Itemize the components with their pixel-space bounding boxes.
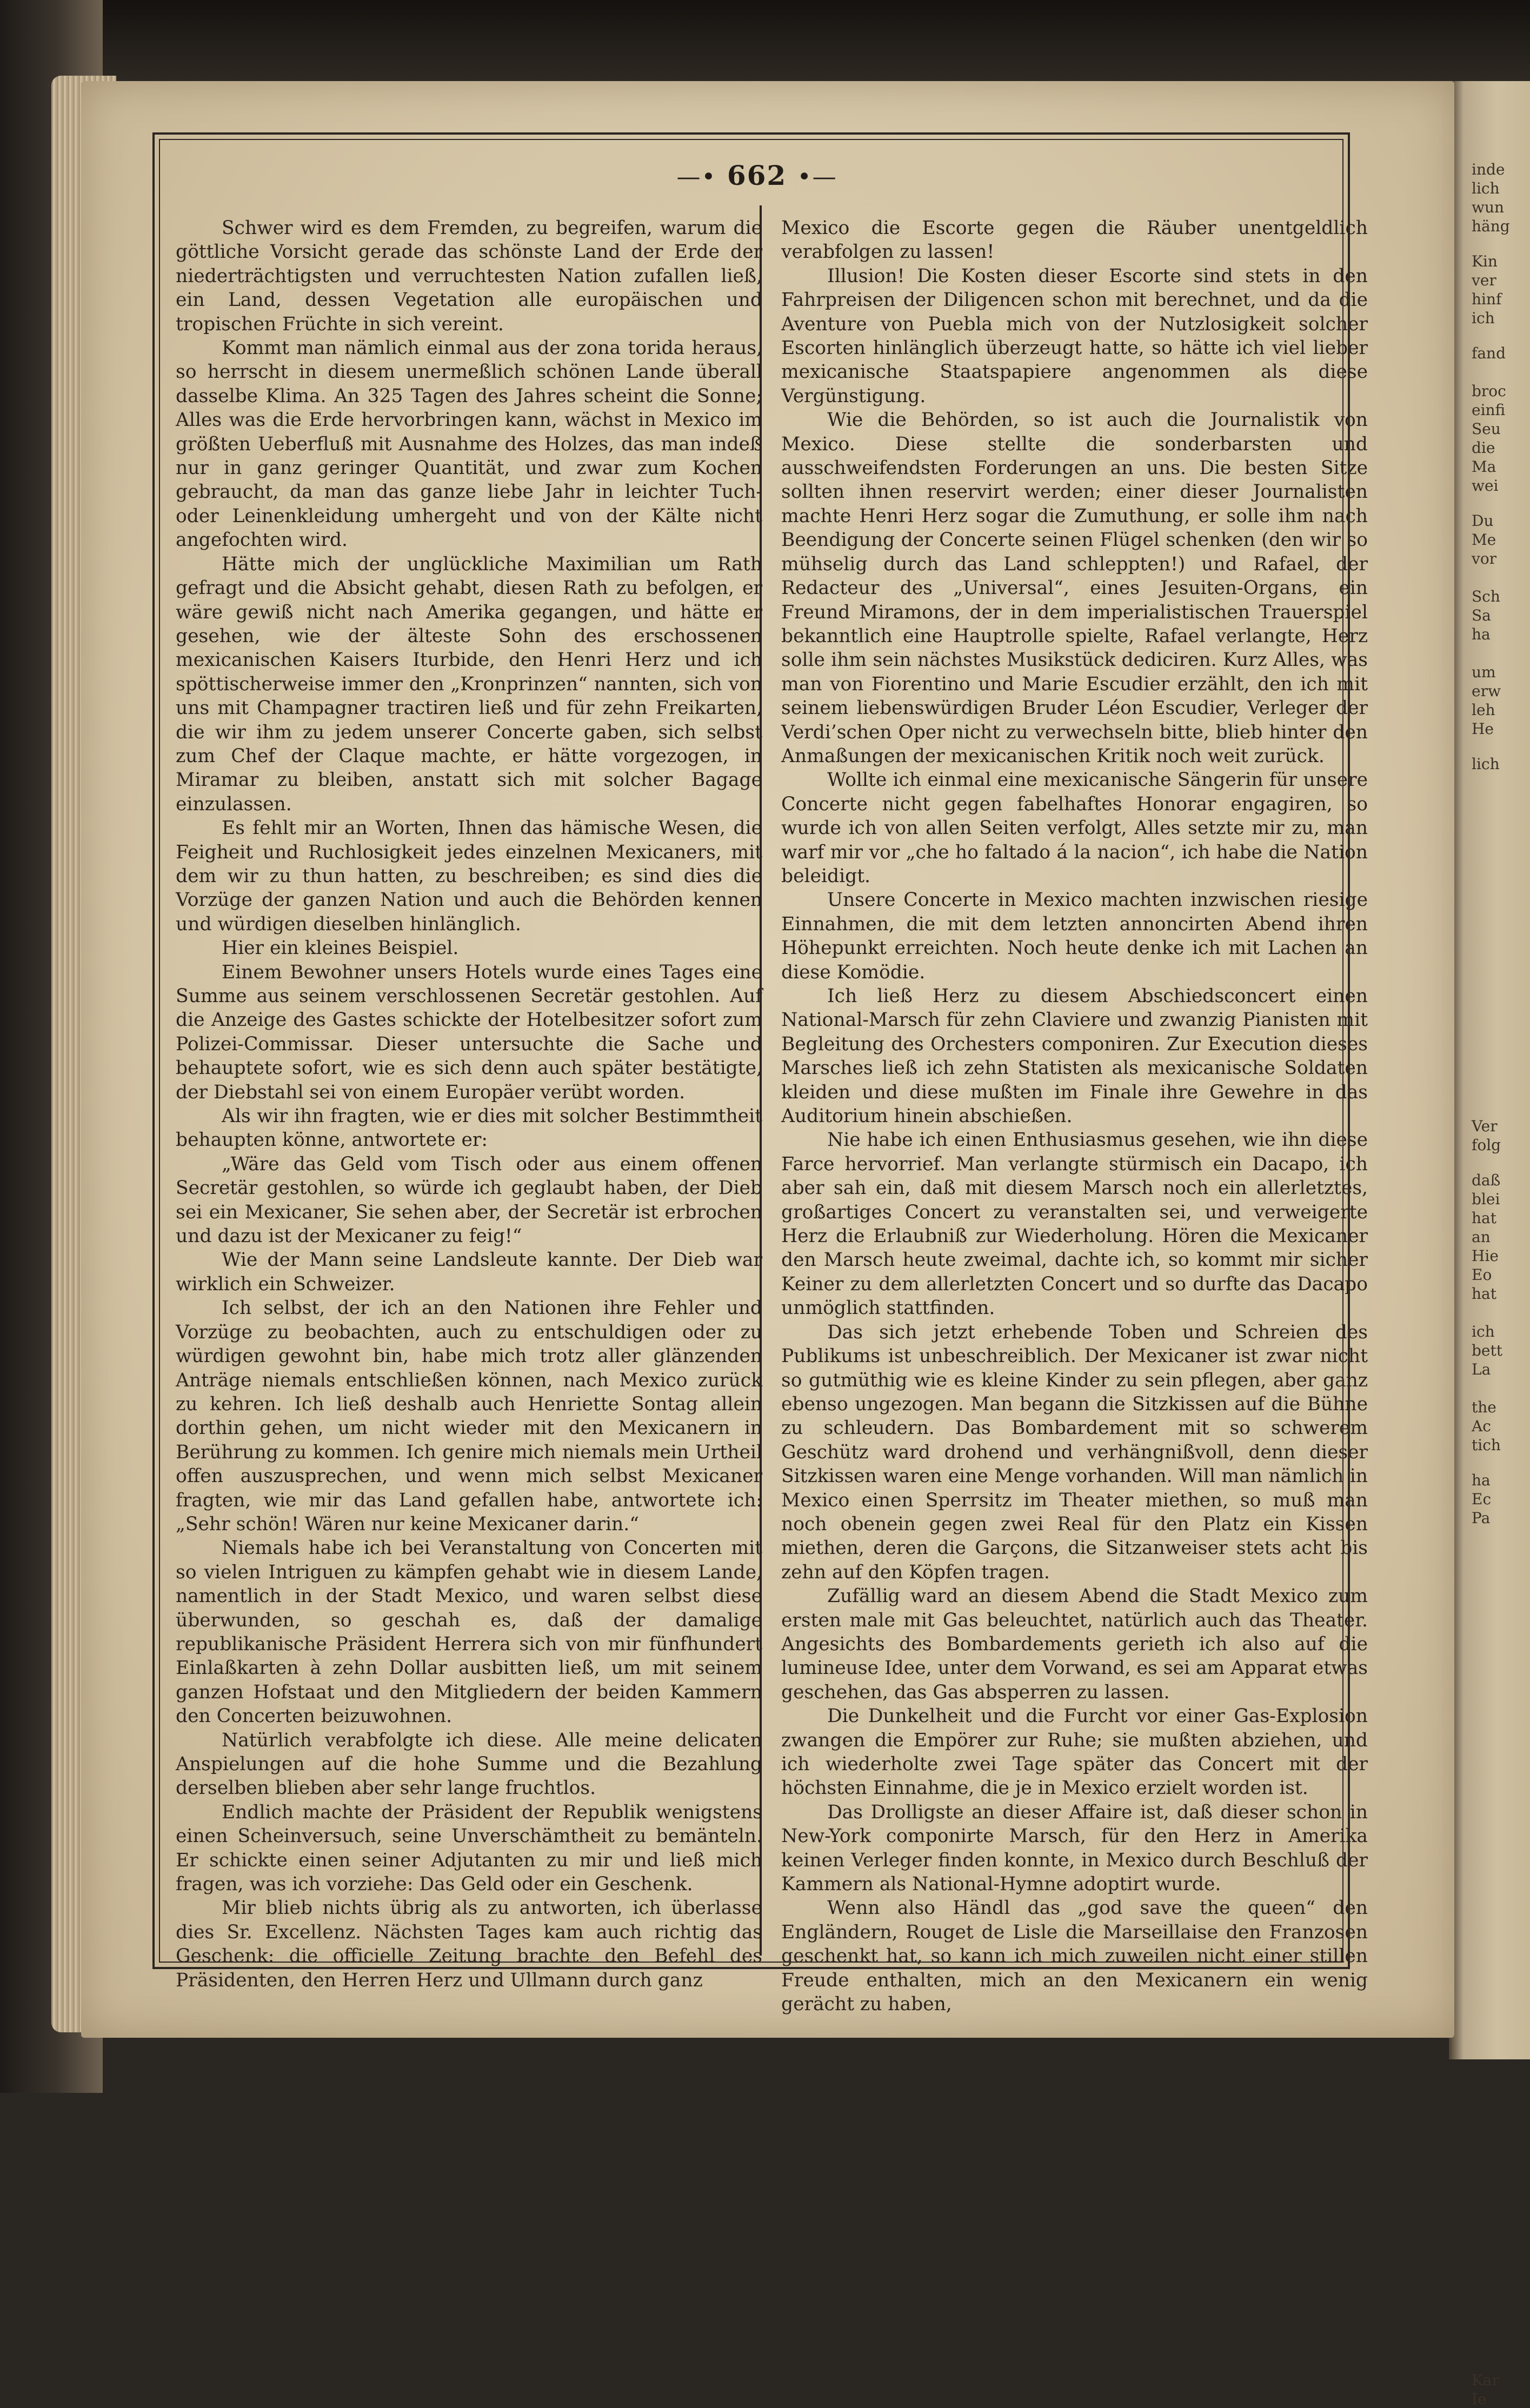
paragraph: Kommt man nämlich einmal aus der zona torida heraus, so herrscht in diesem unermeßlich schönen Lande überall dasselbe Klima. An 325 Tagen des Jahres scheint die Sonne; Alles was die Erde hervorbringen kann, wächst in Mexico im größten Ueberfluß mit Ausnahme des Holzes, das man indeß nur in ganz geringer Quantität, und zwar zum Kochen gebraucht, da man das ganze liebe Jahr in leichter Tuch- oder Leinenkleidung umhergeht und von der Kälte nicht angefochten wird. [176, 337, 762, 551]
adjacent-page-fragment: Seu [1472, 420, 1501, 438]
adjacent-page-fragment: um [1472, 663, 1496, 681]
adjacent-page-fragment: lich [1472, 179, 1500, 197]
adjacent-page-fragment: ver [1472, 271, 1496, 289]
paragraph: Als wir ihn fragten, wie er dies mit solcher Bestimmtheit behaupten könne, antwortete er: [176, 1105, 762, 1151]
paragraph: Ich ließ Herz zu diesem Abschiedsconcert einen National-Marsch für zehn Claviere und zwanzig Pianisten mit Begleitung des Orchesters componiren. Zur Execution dieses Marsches ließ ich zehn Statisten als mexicanische Soldaten kleiden und diese mußten im Finale ihre Gewehre in das Auditorium hinein abschießen. [781, 985, 1368, 1128]
adjacent-page-fragment: einfi [1472, 401, 1506, 419]
paragraph: Unsere Concerte in Mexico machten inzwischen riesige Einnahmen, die mit dem letzten annoncirten Abend ihren Höhepunkt erreichten. Noch heute denke ich mit Lachen an diese Komödie. [781, 889, 1368, 983]
paragraph: Das sich jetzt erhebende Toben und Schreien des Publikums ist unbeschreiblich. Der Mexicaner ist zwar nicht so gutmüthig wie es kleine Kinder zu sein pflegen, aber ganz ebenso ungezogen. Man begann die Sitzkissen auf die Bühne zu schleudern. Das Bombardement mit so schwerem Geschütz ward drohend und verhängnißvoll, denn dieser Sitzkissen waren eine Menge vorhanden. Will man nämlich in Mexico einen Sperrsitz im Theater miethen, so muß man noch obenein gegen zwei Real für den Platz ein Kissen miethen, deren die Garçons, die Sitzanweiser stets acht bis zehn auf den Köpfen tragen. [781, 1321, 1368, 1583]
paragraph: Zufällig ward an diesem Abend die Stadt Mexico zum ersten male mit Gas beleuchtet, natürlich auch das Theater. Angesichts des Bombardements gerieth ich also auf die lumineuse Idee, unter dem Vorwand, es sei am Apparat etwas geschehen, das Gas absperren zu lassen. [781, 1585, 1368, 1703]
adjacent-page-fragment: ich [1472, 1323, 1495, 1340]
adjacent-page-fragment: daß [1472, 1171, 1501, 1189]
adjacent-page-fragment: Pa [1472, 1509, 1491, 1527]
paragraph: Mir blieb nichts übrig als zu antworten, ich überlasse dies Sr. Excellenz. Nächsten Tages kam auch richtig das Geschenk: die officielle Zeitung brachte den Befehl des Präsidenten, den Herren Herz und Ullmann durch ganz [176, 1897, 762, 1991]
paragraph: Es fehlt mir an Worten, Ihnen das hämische Wesen, die Feigheit und Ruchlosigkeit jedes einzelnen Mexicaners, mit dem wir zu thun hatten, zu beschreiben; es sind dies die Vorzüge der ganzen Nation und auch die Behörden kennen und würdigen dieselben hinlänglich. [176, 817, 762, 935]
adjacent-page-fragment: erw [1472, 682, 1501, 700]
adjacent-page-fragment: Kin [1472, 252, 1498, 270]
adjacent-page-fragment: the [1472, 1398, 1496, 1416]
adjacent-page-fragment: Ver [1472, 1117, 1498, 1135]
adjacent-page-fragment: Du [1472, 512, 1494, 530]
adjacent-page-fragment: ich [1472, 309, 1495, 327]
paragraph-continuation: Mexico die Escorte gegen die Räuber unentgeldlich verabfolgen zu lassen! [781, 217, 1368, 263]
adjacent-page-fragment: Sch [1472, 588, 1500, 605]
adjacent-page-fragment: He [1472, 720, 1494, 738]
adjacent-page-fragment: leh [1472, 701, 1495, 719]
paragraph: Wie der Mann seine Landsleute kannte. Der Dieb war wirklich ein Schweizer. [176, 1249, 762, 1295]
adjacent-page-fragment: Hie [1472, 1247, 1499, 1265]
paragraph: Hier ein kleines Beispiel. [222, 937, 459, 959]
adjacent-page-fragment: die [1472, 439, 1495, 457]
adjacent-page-fragment: Me [1472, 531, 1496, 549]
dark-background-top [0, 0, 1530, 81]
page-number-value: 662 [727, 159, 787, 191]
adjacent-page-fragment: inde [1472, 161, 1505, 178]
adjacent-page-fragment: Kar [1472, 2371, 1499, 2389]
adjacent-page-fragment: hinf [1472, 290, 1502, 308]
adjacent-page-fragment: broc [1472, 382, 1506, 400]
paragraph: Wenn also Händl das „god save the queen“ den Engländern, Rouget de Lisle die Marseillaise den Franzosen geschenkt hat, so kann ich mich zuweilen nicht einer stillen Freude enthalten, mich an den Mexicanern ein wenig gerächt zu haben, [781, 1897, 1368, 2016]
paragraph: Hätte mich der unglückliche Maximilian um Rath gefragt und die Absicht gehabt, diesen Rath zu befolgen, er wäre gewiß nicht nach Amerika gegangen, und hätte er gesehen, wie der älteste Sohn des erschossenen mexicanischen Kaisers Iturbide, den Henri Herz und ich spöttischerweise immer den „Kronprinzen“ nannten, sich von uns mit Champagner tractiren ließ und für zehn Freikarten, die wir ihm zu jedem unserer Concerte gaben, sich selbst zum Chef der Claque machte, er hätte vorgezogen, in Miramar zu bleiben, anstatt sich mit solcher Bagage einzulassen. [176, 553, 762, 815]
paragraph: Wie die Behörden, so ist auch die Journalistik von Mexico. Diese stellte die sonderbarsten und ausschweifendsten Forderungen an uns. Die besten Sitze sollten ihnen reservirt werden; einer dieser Journalisten machte Henri Herz sogar die Zumuthung, er solle ihm nach Beendigung der Concerte seinen Flügel schenken (den wir so mühselig durch das Land schleppten!) und Rafael, der Redacteur des „Universal“, eines Jesuiten-Organs, ein Freund Miramons, der in dem imperialistischen Trauerspiel bekanntlich eine Hauptrolle spielte, Rafael verlangte, Herz solle ihm sein nächstes Musikstück dediciren. Kurz Alles, was man von Fiorentino und Marie Escudier erzählt, den ich mit seinem liebenswürdigen Bruder Léon Escudier, Verleger der Verdi’schen Oper nicht zu verwechseln bitte, blieb hinter den Anmaßungen der mexicanischen Kritik noch weit zurück. [781, 409, 1368, 767]
adjacent-page-fragment: Ie [1472, 2390, 1487, 2408]
paragraph: Einem Bewohner unsers Hotels wurde eines Tages eine Summe aus seinem verschlossenen Secretär gestohlen. Auf die Anzeige des Gastes schickte der Hotelbesitzer sofort zum Polizei-Commissar. Dieser untersuchte die Sache und behauptete sofort, wie es sich denn auch später bestätigte, der Diebstahl sei von einem Europäer verübt worden. [176, 961, 762, 1103]
paragraph: „Wäre das Geld vom Tisch oder aus einem offenen Secretär gestohlen, so würde ich geglaubt haben, der Dieb sei ein Mexicaner, Sie sehen aber, der Secretär ist erbrochen und dazu ist der Mexicaner zu feig!“ [176, 1153, 762, 1248]
adjacent-page-fragment: ha [1472, 625, 1491, 643]
adjacent-page-fragment: hat [1472, 1285, 1496, 1303]
adjacent-page [1449, 81, 1530, 2408]
adjacent-page-fragment: ha [1472, 1471, 1491, 1489]
adjacent-page-fragment: bett [1472, 1342, 1502, 1359]
adjacent-page-fragment: folg [1472, 1136, 1501, 1154]
paragraph: Niemals habe ich bei Veranstaltung von Concerten mit so vielen Intriguen zu kämpfen gehabt wie in diesem Lande, namentlich in der Stadt Mexico, und waren selbst diese überwunden, so geschah es, daß der damalige republikanische Präsident Herrera sich von mir fünfhundert Einlaßkarten à zehn Dollar ausbitten ließ, um mit seinem ganzen Hofstaat und den Mitgliedern der beiden Kammern den Concerten beizuwohnen. [176, 1537, 762, 1727]
adjacent-page-fragment: Eo [1472, 1266, 1492, 1284]
paragraph: Wollte ich einmal eine mexicanische Sängerin für unsere Concerte nicht gegen fabelhaftes Honorar engagiren, so wurde ich von allen Seiten verfolgt, Alles setzte mir zu, man warf mir vor „che ho faltado á la nacion“, ich habe die Nation beleidigt. [781, 769, 1368, 887]
adjacent-page-fragment: hat [1472, 1209, 1496, 1227]
paragraph: Natürlich verabfolgte ich diese. Alle meine delicaten Anspielungen auf die hohe Summe und die Bezahlung derselben blieben aber sehr lange fruchtlos. [176, 1729, 762, 1799]
page-number [670, 159, 843, 197]
adjacent-page-fragment: fand [1472, 344, 1506, 362]
paragraph: Ich selbst, der ich an den Nationen ihre Fehler und Vorzüge zu beobachten, auch zu entschuldigen oder zu würdigen gewohnt bin, habe mich trotz aller glänzenden Anträge niemals entschließen können, nach Mexico zurück zu kehren. Ich ließ deshalb auch Henriette Sontag allein dorthin gehen, um nicht wieder mit den Mexicanern in Berührung zu kommen. Ich genire mich niemals mein Urtheil offen auszusprechen, und wenn mich selbst Mexicaner fragten, wie mir das Land gefallen habe, antwortete ich: „Sehr schön! Wären nur keine Mexicaner darin.“ [176, 1297, 762, 1535]
paragraph: Endlich machte der Präsident der Republik wenigstens einen Scheinversuch, seine Unverschämtheit zu bemänteln. Er schickte einen seiner Adjutanten zu mir und ließ mich fragen, was ich vorziehe: Das Geld oder ein Geschenk. [176, 1801, 762, 1896]
paragraph: Schwer wird es dem Fremden, zu begreifen, warum die göttliche Vorsicht gerade das schönste Land der Erde der niederträchtigsten und verruchtesten Nation zufallen ließ, ein Land, dessen Vegetation alle europäischen und tropischen Früchte in sich vereint. [176, 217, 762, 335]
ornament-right: •— [797, 163, 837, 191]
adjacent-page-fragment: Ac [1472, 1417, 1491, 1435]
adjacent-page-fragment: wun [1472, 198, 1505, 216]
paragraph: Nie habe ich einen Enthusiasmus gesehen, wie ihn diese Farce hervorrief. Man verlangte stürmisch ein Dacapo, ich aber sah ein, daß mit diesem Marsch noch ein allerletztes, großartiges Concert zu veranstalten sei, und verweigerte Herz die Erlaubniß zur Wiederholung. Hören die Mexicaner den Marsch heute zweimal, dachte ich, so kommt mir sicher Keiner zu dem allerletzten Concert und so durfte das Dacapo unmöglich stattfinden. [781, 1129, 1368, 1319]
adjacent-page-fragment: La [1472, 1360, 1491, 1378]
adjacent-page-fragment: an [1472, 1228, 1491, 1246]
adjacent-page-fragment: wei [1472, 477, 1499, 495]
adjacent-page-fragment: Sa [1472, 606, 1491, 624]
right-column [781, 216, 1368, 2016]
adjacent-page-fragment: tich [1472, 1436, 1501, 1454]
adjacent-page-fragment: blei [1472, 1190, 1500, 1208]
adjacent-page-fragment: lich [1472, 755, 1500, 773]
adjacent-page-fragment: häng [1472, 217, 1510, 235]
paragraph: Die Dunkelheit und die Furcht vor einer Gas-Explosion zwangen die Empörer zur Ruhe; sie mußten abziehen, und ich wiederholte zwei Tage später das Concert mit der höchsten Einnahme, die je in Mexico erzielt worden ist. [781, 1705, 1368, 1799]
ornament-left: —• [676, 163, 717, 191]
adjacent-page-fragment: vor [1472, 550, 1497, 568]
paragraph: Das Drolligste an dieser Affaire ist, daß dieser schon in New-York componirte Marsch, für den Herz in Amerika keinen Verleger finden konnte, in Mexico durch Beschluß der Kammern als National-Hymne adoptirt wurde. [781, 1801, 1368, 1896]
adjacent-page-fragment: Ma [1472, 458, 1496, 476]
left-column [176, 216, 762, 1992]
adjacent-page-fragment: Ec [1472, 1490, 1492, 1508]
paragraph: Illusion! Die Kosten dieser Escorte sind stets in den Fahrpreisen der Diligencen schon mit berechnet, und da die Aventure von Puebla mich von der Nutzlosigkeit solcher Escorten hinlänglich überzeugt hatte, so hätte ich viel lieber mexicanische Staatspapiere angenommen als diese Vergünstigung. [781, 265, 1368, 407]
